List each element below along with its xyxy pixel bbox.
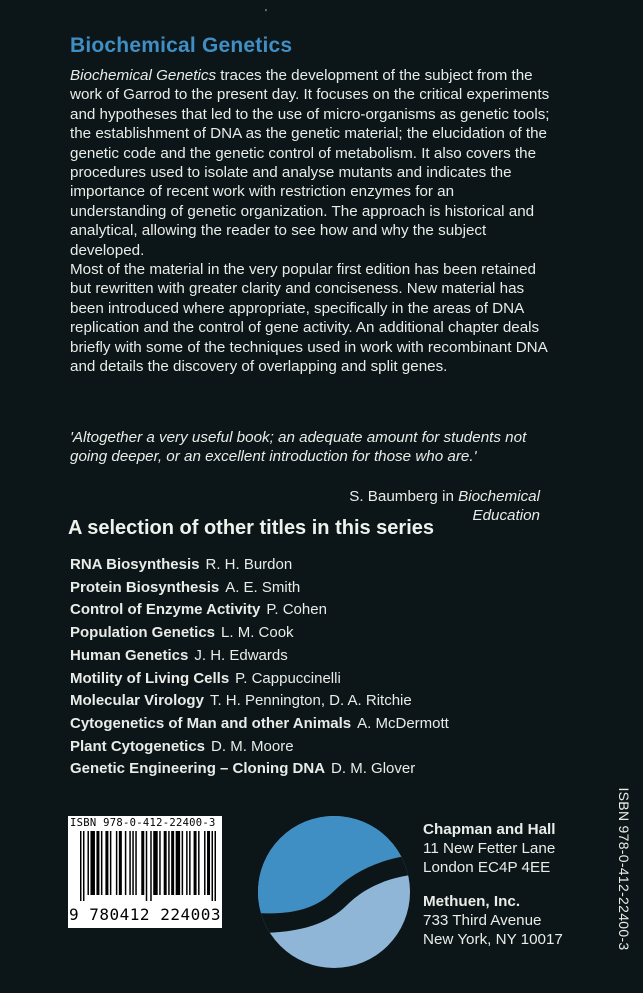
series-title-item: [70, 690, 570, 713]
barcode-bar: [83, 831, 84, 901]
description-paragraph-1: [70, 66, 550, 260]
description-paragraph-2: Most of the material in the very popular first edition has been retained but rewritten with greater clarity and conciseness. New material has been introduced where appropriate, specifically in the areas of DNA replication and the control of gene activity. An additional chapter deals briefly with some of the techniques used in work with recombinant DNA and details the discovery of overlapping and split genes.: [70, 261, 547, 376]
barcode-bar: [204, 831, 205, 895]
barcode-isbn-label: ISBN 978-0-412-22400-3: [70, 817, 216, 829]
vertical-isbn: [614, 764, 634, 974]
series-book-title: Genetic Engineering – Cloning DNA: [70, 760, 326, 778]
barcode-bar: [105, 831, 108, 895]
barcode-bar: [168, 831, 169, 895]
barcode-bar: [189, 831, 190, 895]
barcode-bar: [129, 831, 130, 895]
barcode-bar: [116, 831, 117, 895]
publisher-spacer: [423, 878, 593, 892]
series-book-author: R. H. Burdon: [205, 556, 293, 573]
barcode-bar: [101, 831, 102, 895]
barcode-bar: [186, 831, 187, 895]
series-book-author: L. M. Cook: [221, 624, 294, 642]
barcode-bar: [135, 831, 136, 895]
series-title-item: [70, 622, 570, 645]
series-book-author: D. M. Glover: [331, 760, 416, 778]
barcode-bar: [150, 831, 151, 901]
series-book-title: Control of Enzyme Activity: [70, 601, 261, 619]
review-author: S. Baumberg in: [349, 488, 459, 505]
series-book-title: Plant Cytogenetics: [70, 737, 206, 755]
series-book-author: A. McDermott: [357, 714, 449, 732]
description-paragraph-1-text: traces the development of the subject from the work of Garrod to the present day. It focuses on the critical experiments and hypotheses that led to the use of micro-organisms as genetic tools; the establishment of DNA as the genetic material; the elucidation of the genetic code and the genetic control of metabolism. It also covers the procedures used to isolate and analyse mutants and indicates the importance of recent work with restriction enzymes for an understanding of genetic organization. The approach is historical and analytical, allowing the reader to see how and why the subject developed.: [70, 67, 550, 259]
barcode-bar: [119, 831, 122, 895]
series-book-author: P. Cappuccinelli: [235, 669, 341, 687]
publisher-name-1: Chapman and Hall: [423, 821, 556, 838]
barcode-bar: [110, 831, 111, 895]
barcode-bar: [182, 831, 183, 895]
barcode-bar: [153, 831, 157, 895]
series-book-title: Human Genetics: [70, 646, 189, 664]
barcode-bar: [90, 831, 94, 895]
book-description: [70, 66, 550, 377]
publisher-address-line: 11 New Fetter Lane: [423, 840, 556, 858]
series-title-item: [70, 736, 570, 759]
series-title-item: [70, 668, 570, 691]
series-book-title: RNA Biosynthesis: [70, 556, 200, 573]
series-title-item: [70, 554, 570, 577]
series-book-title: Molecular Virology: [70, 692, 204, 710]
barcode-bar: [96, 831, 99, 895]
review-quote: 'Altogether a very useful book; an adequate amount for students not going deeper, or an excellent introduction for those who are.': [70, 429, 527, 466]
barcode-bar: [125, 831, 126, 895]
publisher-address-line: New York, NY 10017: [423, 931, 563, 949]
barcode-bar: [212, 831, 213, 901]
series-title-item: [70, 599, 570, 622]
barcode-bar: [194, 831, 197, 895]
barcode-bar: [141, 831, 144, 895]
series-book-author: P. Cohen: [266, 601, 327, 619]
series-title-item: [70, 758, 570, 781]
barcode-bar: [176, 831, 180, 895]
barcode-bar: [159, 831, 160, 895]
barcode-digits: 9 780412 224003: [69, 905, 221, 924]
series-book-title: Cytogenetics of Man and other Animals: [70, 714, 352, 732]
series-book-title: Protein Biosynthesis: [70, 578, 220, 596]
barcode-bar: [215, 831, 216, 901]
series-book-author: T. H. Pennington, D. A. Ritchie: [209, 692, 412, 710]
series-title-item: [70, 645, 570, 668]
barcode-bar: [207, 831, 210, 895]
review-source: Biochemical Education: [458, 488, 540, 525]
barcode-bar: [171, 831, 174, 895]
series-title-item: [70, 577, 570, 600]
series-title-list: [70, 554, 570, 781]
publisher-address-line: 733 Third Avenue: [423, 911, 542, 929]
barcode-bar: [87, 831, 88, 895]
series-book-author: A. E. Smith: [225, 578, 301, 596]
publisher-info: [423, 820, 593, 949]
series-book-author: D. M. Moore: [211, 737, 294, 755]
publisher-address-line: London EC4P 4EE: [423, 859, 551, 877]
barcode-bar: [80, 831, 81, 901]
barcode-bars-icon: [80, 831, 216, 901]
description-lead-title: Biochemical Genetics: [70, 67, 217, 84]
series-book-title: Population Genetics: [70, 624, 216, 642]
series-book-title: Motility of Living Cells: [70, 669, 230, 687]
print-mark: ': [265, 8, 267, 19]
barcode-bar: [132, 831, 133, 895]
series-title-item: [70, 713, 570, 736]
barcode-bar: [198, 831, 199, 895]
publisher-logo-icon: [257, 815, 411, 969]
book-title: Biochemical Genetics: [70, 34, 293, 57]
barcode-bar: [164, 831, 167, 895]
vertical-isbn-text: ISBN 978-0-412-22400-3: [616, 787, 632, 951]
series-heading: A selection of other titles in this series: [68, 517, 435, 539]
series-book-author: J. H. Edwards: [194, 646, 288, 664]
barcode-bar: [146, 831, 147, 901]
isbn-barcode: [68, 816, 222, 928]
publisher-name-2: Methuen, Inc.: [423, 892, 521, 910]
